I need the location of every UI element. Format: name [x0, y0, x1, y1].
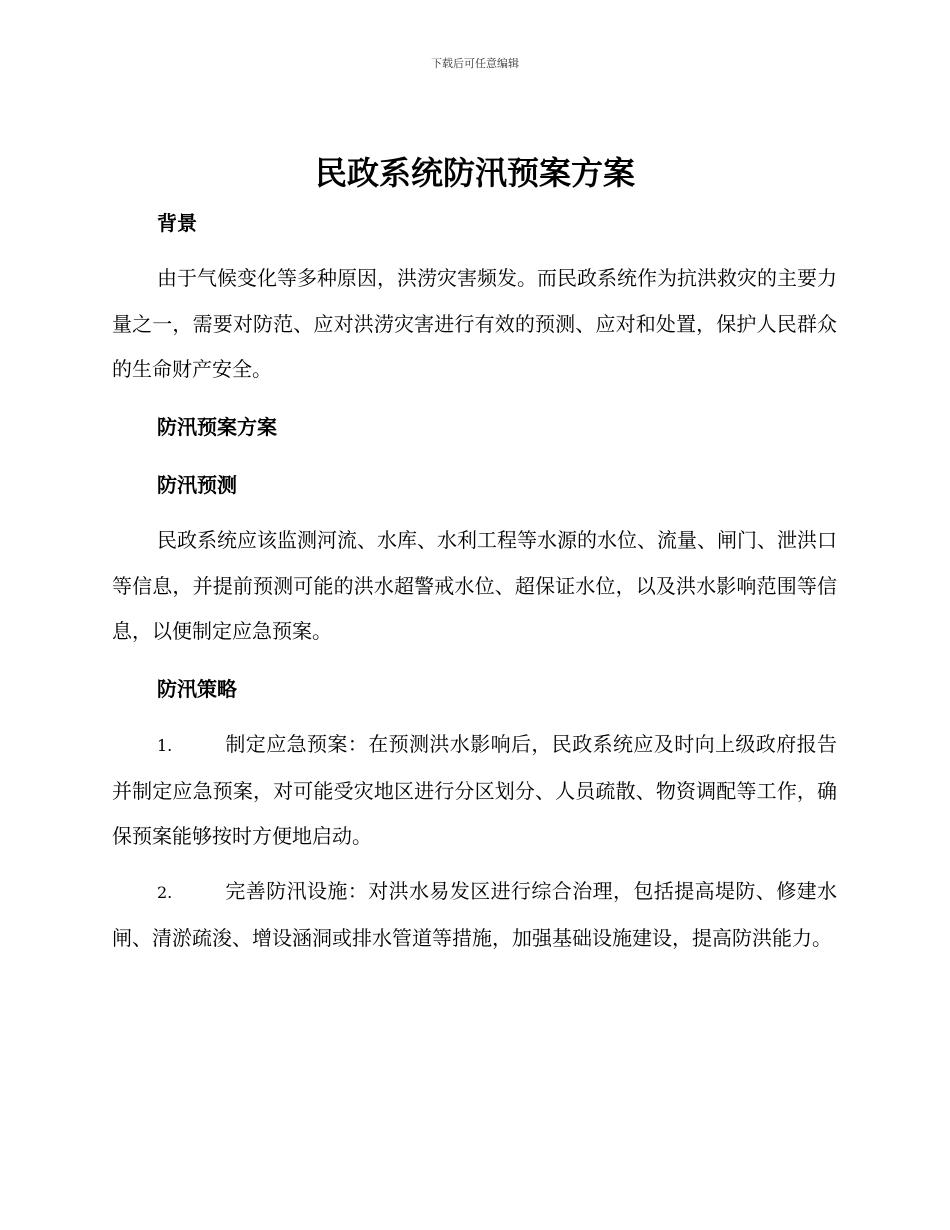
list-item-number: 1.: [157, 736, 173, 755]
list-item: [112, 722, 837, 860]
heading-strategy: 防汛策略: [157, 677, 237, 701]
list-item-number: 2.: [157, 883, 173, 902]
header-note: 下载后可任意编辑: [431, 57, 519, 70]
paragraph-forecast: 民政系统应该监测河流、水库、水利工程等水源的水位、流量、闸门、泄洪口等信息，并提前预测可能的洪水超警戒水位、超保证水位，以及洪水影响范围等信息，以便制定应急预案。: [112, 528, 837, 643]
paragraph-background: 由于气候变化等多种原因，洪涝灾害频发。而民政系统作为抗洪救灾的主要力量之一，需要对防范、应对洪涝灾害进行有效的预测、应对和处置，保护人民群众的生命财产安全。: [112, 266, 837, 381]
heading-forecast: 防汛预测: [157, 473, 237, 497]
list-item-text: 完善防汛设施：对洪水易发区进行综合治理，包括提高堤防、修建水闸、清淤疏浚、增设涵洞或排水管道等措施，加强基础设施建设，提高防洪能力。: [112, 879, 837, 950]
heading-background: 背景: [157, 211, 197, 235]
list-item-text: 制定应急预案：在预测洪水影响后，民政系统应及时向上级政府报告并制定应急预案，对可能受灾地区进行分区划分、人员疏散、物资调配等工作，确保预案能够按时方便地启动。: [112, 732, 837, 848]
list-item: [112, 869, 837, 961]
heading-plan: 防汛预案方案: [157, 415, 277, 439]
document-title: 民政系统防汛预案方案: [314, 154, 635, 192]
